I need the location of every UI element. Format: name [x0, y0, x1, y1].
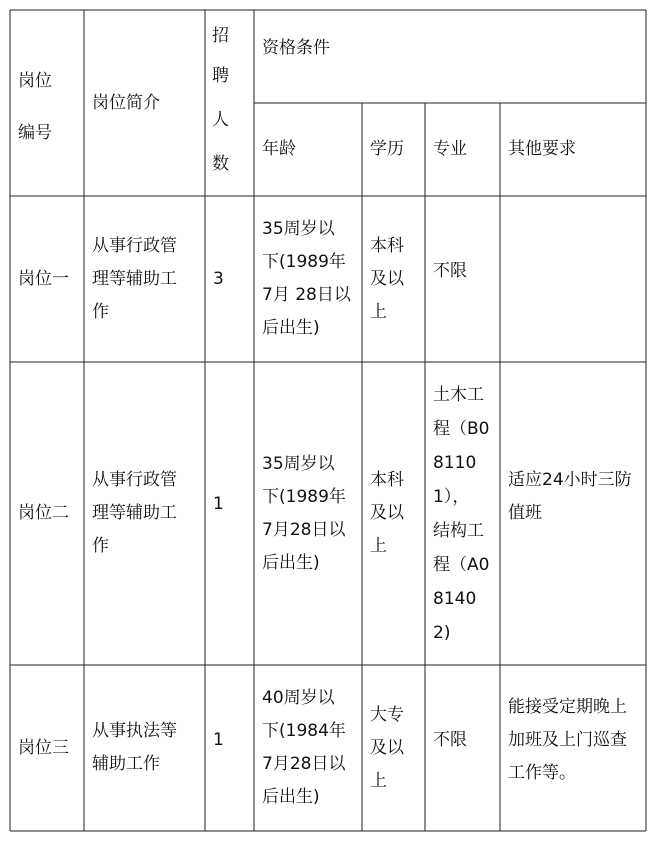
row2-age: 35周岁以 下(1989年 7月28日以 后出生): [262, 453, 346, 573]
row1-intro: 从事行政管 理等辅助工 作: [92, 235, 177, 322]
row2-post: 岗位二: [18, 503, 69, 523]
row2-major: 土木工 程（B0 8110 1）， 结构工 程（A0 8140 2): [433, 384, 490, 643]
row3-major: 不限: [433, 729, 467, 750]
header-qualifications: 资格条件: [262, 37, 330, 58]
header-education: 学历: [370, 139, 404, 159]
row1-age: 35周岁以 下(1989年 7月 28日以 后出生): [262, 219, 351, 338]
row3-post: 岗位三: [18, 737, 69, 758]
row2-count: 1: [213, 493, 224, 514]
row2-education: 本科 及以 上: [370, 470, 404, 556]
row1-post: 岗位一: [18, 268, 69, 289]
header-post-number: 岗位 编号: [18, 71, 52, 143]
header-post-intro: 岗位简介: [92, 92, 160, 113]
header-major: 专业: [433, 139, 467, 159]
row3-education: 大专 及以 上: [370, 704, 404, 791]
row2-other: 适应24小时三防 值班: [508, 470, 632, 523]
row1-major: 不限: [433, 260, 467, 281]
header-recruit-count: 招 聘 人 数: [212, 26, 229, 174]
row3-intro: 从事执法等 辅助工作: [92, 721, 177, 774]
header-age: 年龄: [262, 139, 296, 159]
row3-other: 能接受定期晚上 加班及上门巡查 工作等。: [508, 696, 627, 783]
row3-count: 1: [213, 729, 224, 750]
row2-intro: 从事行政管 理等辅助工 作: [92, 470, 177, 556]
row1-count: 3: [213, 268, 224, 289]
header-other: 其他要求: [508, 139, 576, 159]
row3-age: 40周岁以 下(1984年 7月28日以 后出生): [262, 688, 346, 807]
row1-education: 本科 及以 上: [370, 235, 404, 322]
